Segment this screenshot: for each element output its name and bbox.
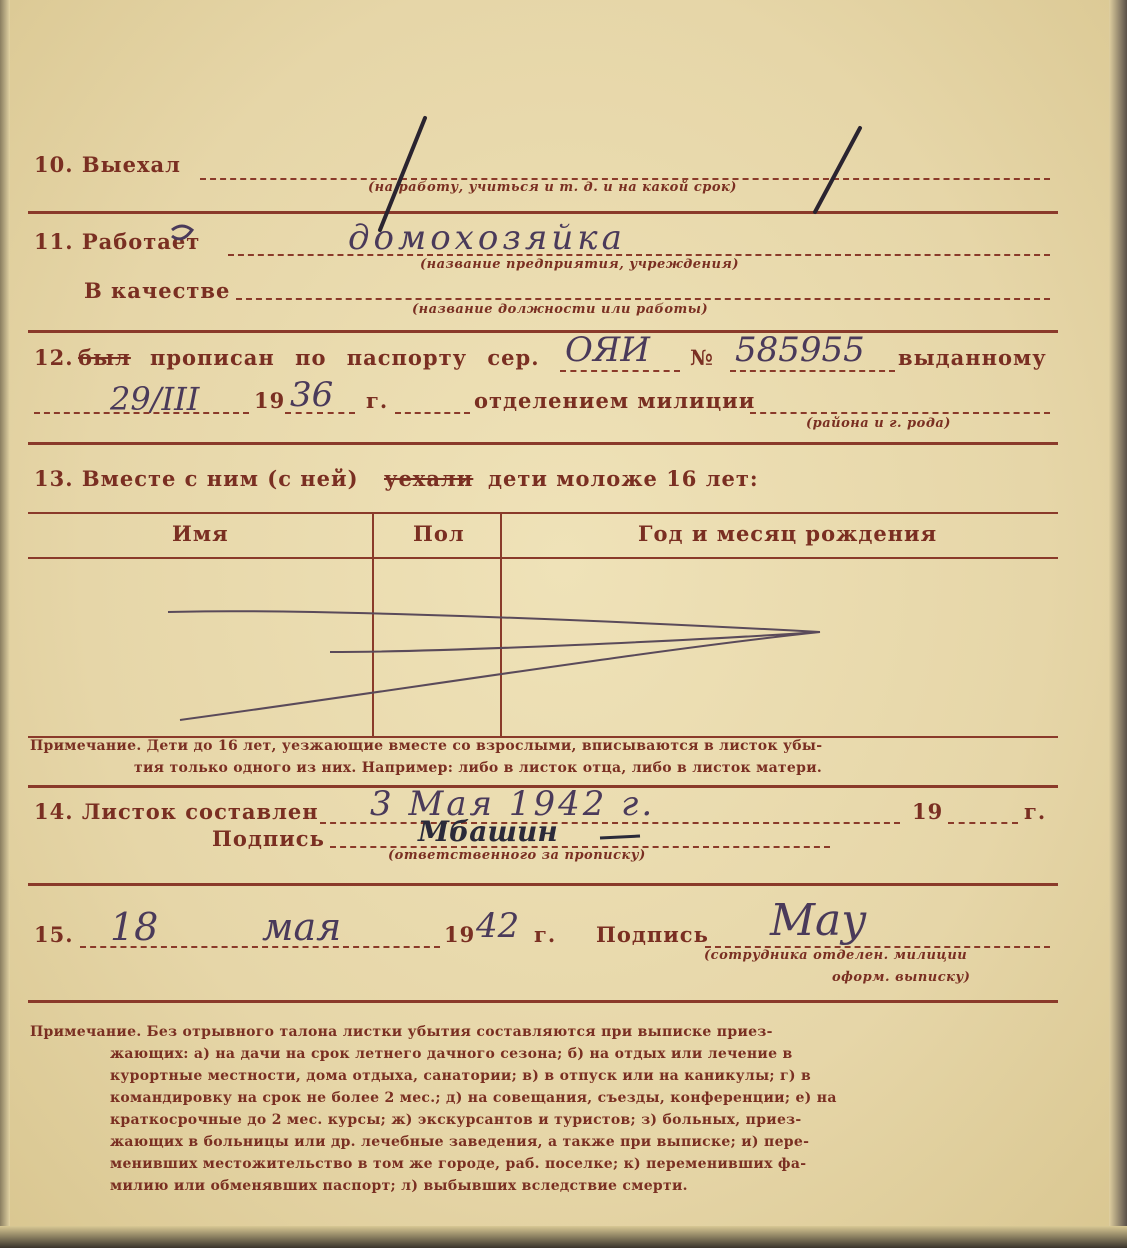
s12-gap-line bbox=[395, 412, 470, 414]
s15-day-handwritten: 18 bbox=[110, 905, 159, 949]
s11-role-line bbox=[236, 298, 1050, 300]
s12-year-handwritten: 36 bbox=[290, 375, 334, 415]
s14-date-handwritten: 3 Мая 1942 г. bbox=[370, 784, 656, 824]
s12-dept: отделением милиции bbox=[474, 388, 756, 413]
s11-caption: (название предприятия, учреждения) bbox=[420, 257, 739, 272]
note2-line: краткосрочные до 2 мес. курсы; ж) экскурсантов и туристов; з) больных, приез- bbox=[110, 1112, 802, 1128]
s15-month-handwritten: мая bbox=[262, 905, 342, 949]
note2-line: командировку на срок не более 2 мес.; д) на совещания, съезды, конференции; е) на bbox=[110, 1090, 837, 1106]
s12-num-label: № bbox=[690, 345, 714, 370]
note1-line1: Примечание. Дети до 16 лет, уезжающие вместе со взрослыми, вписываются в листок убы- bbox=[30, 738, 823, 754]
s11-divider bbox=[28, 330, 1058, 333]
s12-date-line bbox=[34, 412, 249, 414]
children-table-top bbox=[28, 512, 1058, 514]
s11-line bbox=[228, 254, 1050, 256]
s12-year-unit: г. bbox=[366, 388, 389, 413]
note2-line: жающих: а) на дачи на срок летнего дачного сезона; б) на отдых или лечение в bbox=[110, 1046, 793, 1062]
s14-year-unit: г. bbox=[1024, 799, 1047, 824]
s11-label: 11. Работает bbox=[34, 229, 201, 254]
s13-label: 13. Вместе с ним (с ней) bbox=[34, 466, 359, 491]
s12-dept-caption: (района и г. рода) bbox=[806, 416, 951, 431]
s15-signature: Мау bbox=[770, 895, 867, 946]
s10-caption: (на работу, учиться и т. д. и на какой срок) bbox=[368, 180, 737, 195]
s15-label: 15. bbox=[34, 922, 74, 947]
children-table-col1 bbox=[372, 514, 374, 736]
note2-line: жающих в больницы или др. лечебные заведения, а также при выписке; и) пере- bbox=[110, 1134, 810, 1150]
s15-date-line bbox=[80, 946, 440, 948]
scan-edge-left bbox=[0, 0, 10, 1248]
s15-year-prefix: 19 bbox=[444, 922, 476, 947]
s15-sign-label: Подпись bbox=[596, 922, 709, 947]
s12-series-line bbox=[560, 370, 680, 372]
s14-year-line bbox=[948, 822, 1018, 824]
s15-divider bbox=[28, 1000, 1058, 1003]
s10-slash-right bbox=[815, 128, 860, 212]
s14-signature: Мбашин bbox=[418, 815, 558, 848]
s12-number-line bbox=[730, 370, 895, 372]
s14-date-line bbox=[320, 822, 900, 824]
scan-edge-right bbox=[1109, 0, 1127, 1248]
s15-caption1: (сотрудника отделен. милиции bbox=[704, 948, 968, 963]
s13-label2: дети моложе 16 лет: bbox=[488, 466, 759, 491]
col-name-header: Имя bbox=[172, 521, 229, 546]
s15-year-handwritten: 42 bbox=[476, 906, 520, 946]
s12-label: 12. bbox=[34, 345, 74, 370]
children-table-col2 bbox=[500, 514, 502, 736]
s14-signature-underline bbox=[600, 836, 640, 838]
s15-caption2: оформ. выписку) bbox=[832, 970, 971, 985]
s14-year-prefix: 19 bbox=[912, 799, 944, 824]
s12-year-line bbox=[285, 412, 355, 414]
s12-divider bbox=[28, 442, 1058, 445]
s14-label: 14. Листок составлен bbox=[34, 799, 319, 824]
s10-divider bbox=[28, 211, 1058, 214]
s13-struck: уехали bbox=[384, 466, 474, 491]
s12-number-handwritten: 585955 bbox=[735, 330, 865, 370]
s10-label: 10. Выехал bbox=[34, 152, 181, 177]
note2-line: Примечание. Без отрывного талона листки убытия составляются при выписке приез- bbox=[30, 1024, 773, 1040]
children-cross-upper bbox=[168, 611, 820, 632]
s11-value-handwritten: домохозяйка bbox=[348, 218, 626, 258]
s12-struck: был bbox=[78, 345, 131, 370]
col-birth-header: Год и месяц рождения bbox=[638, 521, 938, 546]
s12-dept-line bbox=[750, 412, 1050, 414]
s12-issued: выданному bbox=[898, 345, 1047, 370]
s12-issue-date-handwritten: 29/III bbox=[110, 380, 200, 418]
s12-text: прописан по паспорту сер. bbox=[150, 345, 540, 370]
note2-line: курортные местности, дома отдыха, санатории; в) в отпуск или на каникулы; г) в bbox=[110, 1068, 812, 1084]
note2-line: милию или обменявших паспорт; л) выбывших вследствие смерти. bbox=[110, 1178, 688, 1194]
s14-caption: (ответственного за прописку) bbox=[388, 848, 646, 863]
s14-divider bbox=[28, 883, 1058, 886]
s14-sign-label: Подпись bbox=[212, 826, 325, 851]
scan-edge-bottom bbox=[0, 1226, 1127, 1248]
col-sex-header: Пол bbox=[413, 521, 465, 546]
note2-line: менивших местожительство в том же городе, раб. поселке; к) переменивших фа- bbox=[110, 1156, 807, 1172]
s12-series-handwritten: ОЯИ bbox=[565, 330, 650, 370]
s11-role-caption: (название должности или работы) bbox=[412, 302, 709, 317]
s12-year-prefix: 19 bbox=[254, 388, 286, 413]
note1-line2: тия только одного из них. Например: либо в листок отца, либо в листок матери. bbox=[134, 760, 823, 776]
s15-year-unit: г. bbox=[534, 922, 557, 947]
children-table-header-rule bbox=[28, 557, 1058, 559]
s11-role-label: В качестве bbox=[84, 278, 231, 303]
